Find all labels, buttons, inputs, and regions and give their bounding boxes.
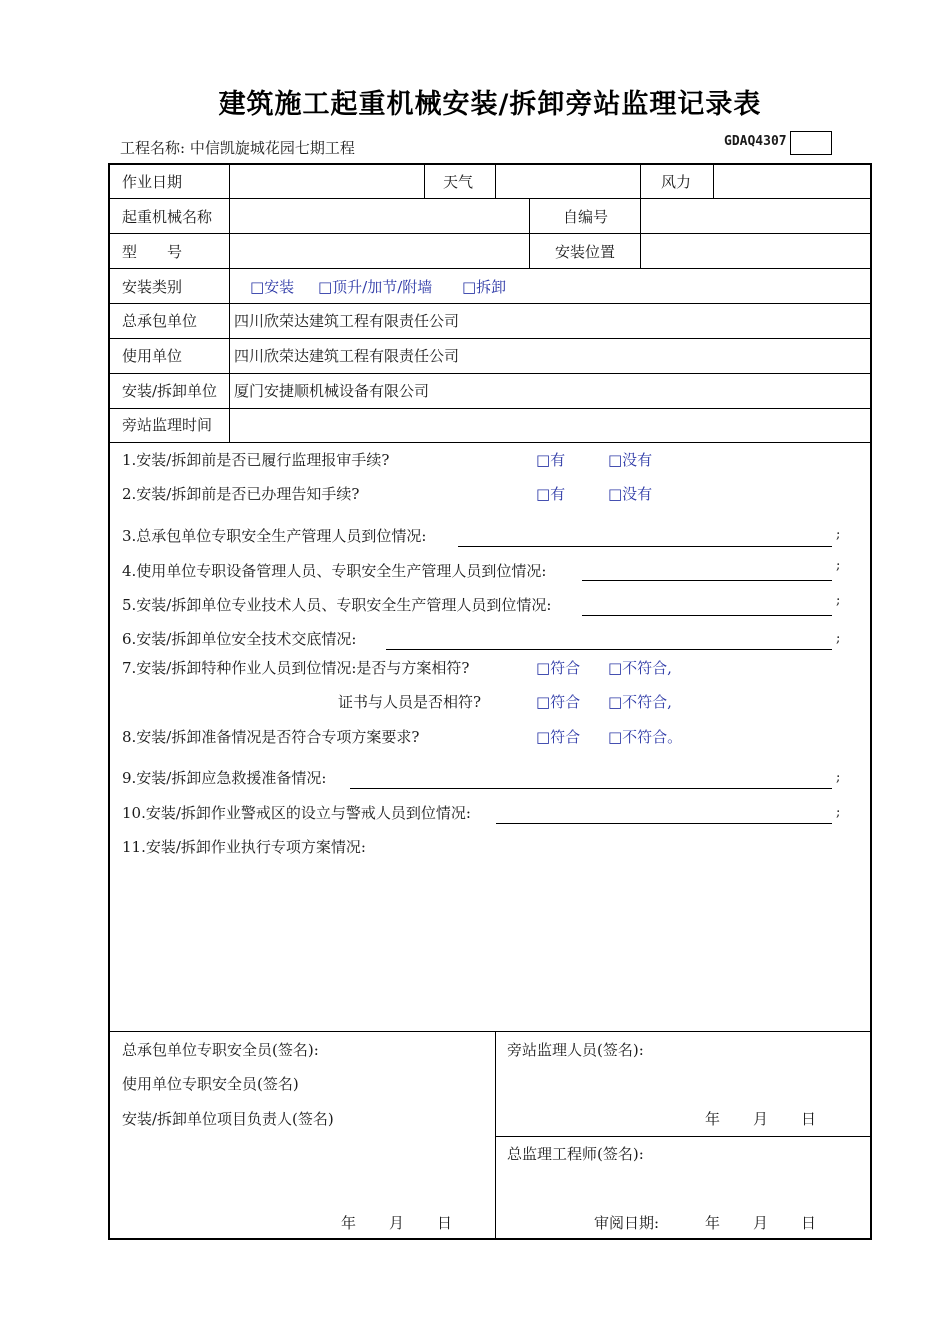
q5-semicolon: ; (836, 593, 841, 608)
column-divider (495, 165, 496, 198)
check-q6: 6.安装/拆卸单位安全技术交底情况: (122, 630, 357, 648)
record-form (108, 163, 872, 1240)
column-divider (640, 198, 641, 268)
row-divider (110, 338, 870, 339)
q2-yes-checkbox[interactable]: □有 (536, 485, 566, 503)
row-divider (110, 233, 870, 234)
q4-fill-line[interactable] (582, 580, 832, 581)
install-leader-signature: 安装/拆卸单位项目负责人(签名) (122, 1110, 334, 1128)
q9-fill-line[interactable] (350, 788, 832, 789)
self-number-label: 自编号 (563, 208, 609, 226)
check-q4: 4.使用单位专职设备管理人员、专职安全生产管理人员到位情况: (122, 562, 547, 580)
check-q9: 9.安装/拆卸应急救援准备情况: (122, 769, 327, 787)
q7b-conform-checkbox[interactable]: □符合 (536, 693, 581, 711)
q6-fill-line[interactable] (386, 649, 832, 650)
check-q1: 1.安装/拆卸前是否已履行监理报审手续? (122, 451, 390, 469)
q5-fill-line[interactable] (582, 615, 832, 616)
q6-semicolon: ; (836, 631, 841, 646)
user-unit-label: 使用单位 (122, 347, 183, 365)
q10-semicolon: ; (836, 805, 841, 820)
check-q10: 10.安装/拆卸作业警戒区的设立与警戒人员到位情况: (122, 804, 471, 822)
q9-semicolon: ; (836, 770, 841, 785)
q8-not-conform-checkbox[interactable]: □不符合。 (608, 728, 683, 746)
row-divider (110, 268, 870, 269)
q8-conform-checkbox[interactable]: □符合 (536, 728, 581, 746)
q10-fill-line[interactable] (496, 823, 832, 824)
install-unit-label: 安装/拆卸单位 (122, 382, 218, 400)
q1-no-checkbox[interactable]: □没有 (608, 451, 653, 469)
dismantle-checkbox[interactable]: □拆卸 (462, 278, 507, 296)
work-date-label: 作业日期 (122, 173, 183, 191)
install-checkbox[interactable]: □安装 (250, 278, 295, 296)
supervisor-month: 月 (753, 1110, 769, 1128)
supervisor-day: 日 (801, 1110, 817, 1128)
check-q5: 5.安装/拆卸单位专业技术人员、专职安全生产管理人员到位情况: (122, 596, 552, 614)
row-divider (110, 303, 870, 304)
check-q8: 8.安装/拆卸准备情况是否符合专项方案要求? (122, 728, 420, 746)
general-contractor-value: 四川欣荣达建筑工程有限责任公司 (234, 312, 460, 330)
machine-name-label: 起重机械名称 (122, 208, 213, 226)
install-unit-value: 厦门安捷顺机械设备有限公司 (234, 382, 430, 400)
project-name: 工程名称: 中信凯旋城花园七期工程 (120, 139, 355, 157)
column-divider (640, 165, 641, 198)
weather-label: 天气 (443, 173, 474, 191)
label-column-divider (229, 165, 230, 442)
row-divider (110, 373, 870, 374)
signature-divider (495, 1031, 496, 1240)
check-q11: 11.安装/拆卸作业执行专项方案情况: (122, 838, 366, 856)
general-contractor-label: 总承包单位 (122, 312, 198, 330)
row-divider (495, 1136, 870, 1137)
jacking-checkbox[interactable]: □顶升/加节/附墙 (318, 278, 433, 296)
q7-conform-checkbox[interactable]: □符合 (536, 659, 581, 677)
column-divider (713, 165, 714, 198)
supervisor-year: 年 (705, 1110, 721, 1128)
check-q7: 7.安装/拆卸特种作业人员到位情况:是否与方案相符? (122, 659, 470, 677)
q2-no-checkbox[interactable]: □没有 (608, 485, 653, 503)
left-day: 日 (437, 1214, 453, 1232)
supervisor-signature: 旁站监理人员(签名): (507, 1041, 644, 1059)
user-unit-value: 四川欣荣达建筑工程有限责任公司 (234, 347, 460, 365)
column-divider (529, 198, 530, 268)
form-code-box[interactable] (790, 131, 832, 155)
review-month: 月 (753, 1214, 769, 1232)
q1-yes-checkbox[interactable]: □有 (536, 451, 566, 469)
q7b-not-conform-checkbox[interactable]: □不符合, (608, 693, 672, 711)
row-divider (110, 1031, 870, 1032)
q3-fill-line[interactable] (458, 546, 832, 547)
row-divider (110, 408, 870, 409)
form-title: 建筑施工起重机械安装/拆卸旁站监理记录表 (218, 89, 762, 120)
check-q7b: 证书与人员是否相符? (338, 693, 482, 711)
user-safety-signature: 使用单位专职安全员(签名) (122, 1075, 299, 1093)
row-divider (110, 442, 870, 443)
review-date-label: 审阅日期: (594, 1214, 660, 1232)
wind-label: 风力 (661, 173, 692, 191)
install-position-label: 安装位置 (555, 243, 616, 261)
chief-engineer-signature: 总监理工程师(签名): (507, 1145, 644, 1163)
left-month: 月 (389, 1214, 405, 1232)
column-divider (424, 165, 425, 198)
review-day: 日 (801, 1214, 817, 1232)
row-divider (110, 198, 870, 199)
form-code: GDAQ4307 (724, 134, 787, 149)
install-type-label: 安装类别 (122, 278, 183, 296)
review-year: 年 (705, 1214, 721, 1232)
left-year: 年 (341, 1214, 357, 1232)
q7-not-conform-checkbox[interactable]: □不符合, (608, 659, 672, 677)
supervision-time-label: 旁站监理时间 (122, 416, 213, 434)
model-label: 型 号 (122, 243, 183, 261)
q3-semicolon: ; (836, 527, 841, 542)
check-q2: 2.安装/拆卸前是否已办理告知手续? (122, 485, 360, 503)
contractor-safety-signature: 总承包单位专职安全员(签名): (122, 1041, 319, 1059)
q4-semicolon: ; (836, 558, 841, 573)
check-q3: 3.总承包单位专职安全生产管理人员到位情况: (122, 527, 427, 545)
